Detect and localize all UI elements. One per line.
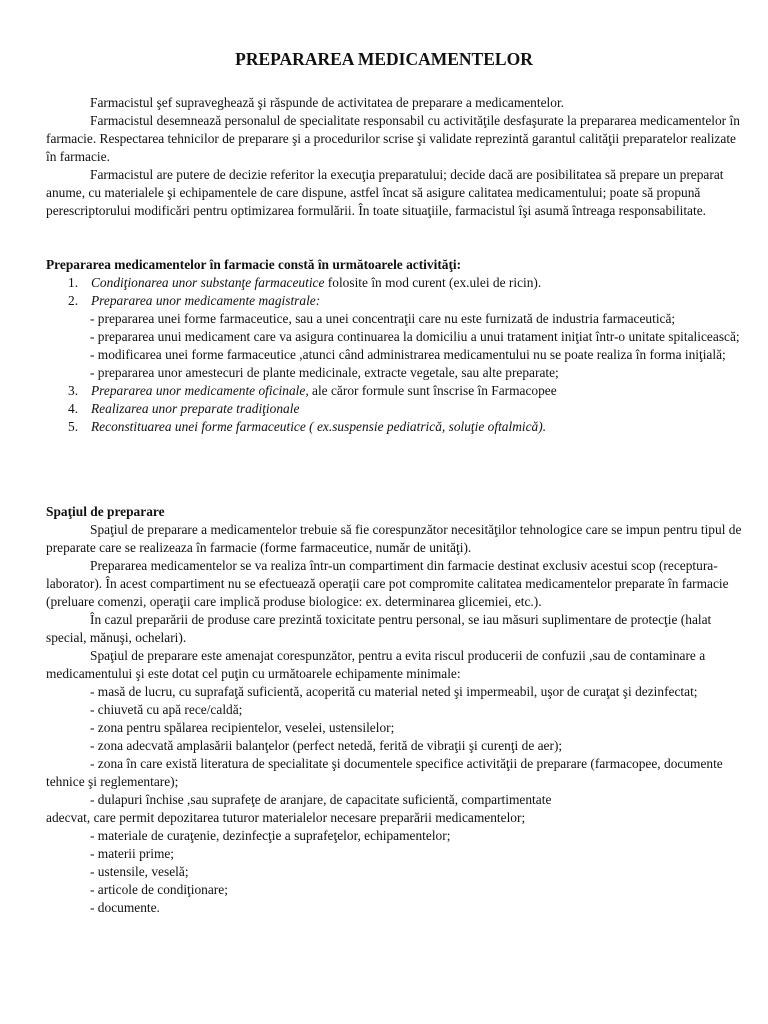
list-number: 4. xyxy=(68,401,79,416)
equipment-item: - zona în care există literatura de specialitate şi documentele specifice activităţii de preparare (farmacopee, documente tehnice şi reglementare); xyxy=(46,756,723,789)
magistral-sub-item: - prepararea unor amestecuri de plante medicinale, extracte vegetale, sau alte preparate; xyxy=(90,365,559,380)
list-item-italic: Prepararea unor medicamente magistrale: xyxy=(91,293,321,308)
space-paragraph: Spaţiul de preparare este amenajat corespunzător, pentru a evita riscul producerii de confuzii ,sau de contaminare a medicamentului şi este dotat cel puţin cu următoarele echipamente minimale: xyxy=(46,648,706,681)
equipment-item: - zona pentru spălarea recipientelor, veselei, ustensilelor; xyxy=(90,720,395,735)
storage-item: - materii prime; xyxy=(90,846,175,861)
activities-section xyxy=(46,256,746,436)
intro-paragraph: Farmacistul desemnează personalul de specialitate responsabil cu activităţile desfaşurate la prepararea medicamentelor în farmacie. Respectarea tehnicilor de preparare şi a procedurilor scrise şi validate reprezintă garantul calităţii preparatelor realizate în farmacie. xyxy=(46,113,740,164)
space-heading: Spaţiul de preparare xyxy=(46,504,165,519)
equipment-item: - zona adecvată amplasării balanţelor (perfect netedă, ferită de vibraţii şi curenţi de aer); xyxy=(90,738,563,753)
intro-section xyxy=(46,94,746,220)
equipment-item: - dulapuri închise ,sau suprafeţe de aranjare, de capacitate suficientă, compartimentate xyxy=(90,792,552,807)
list-item-italic: Prepararea unor medicamente oficinale, xyxy=(91,383,309,398)
space-paragraph: Spaţiul de preparare a medicamentelor trebuie să fie corespunzător necesităţilor tehnologice care se impun pentru tipul de preparate care se realizeaza în farmacie (forme farmaceutice, număr de unităţi). xyxy=(46,522,742,555)
list-item xyxy=(46,292,746,310)
intro-paragraph: Farmacistul are putere de decizie referitor la execuţia preparatului; decide dacă are posibilitatea să prepare un preparat anume, cu materialele şi echipamentele de care dispune, astfel încat să asigure calitatea medicamentului; poate să propună perescriptorului modificări pentru optimizarea formulării. În toate situaţiile, farmacistul îşi asumă întreaga responsabilitate. xyxy=(46,167,724,218)
list-item-italic: Reconstituarea unei forme farmaceutice ( ex.suspensie pediatrică, soluţie oftalmică). xyxy=(91,419,547,434)
list-item-text: folosite în mod curent (ex.ulei de ricin). xyxy=(324,275,542,290)
list-item-italic: Condiţionarea unor substanţe farmaceutice xyxy=(91,275,325,290)
magistral-sub-item: - prepararea unei forme farmaceutice, sau a unei concentraţii care nu este furnizată de industria farmaceutică; xyxy=(90,311,676,326)
magistral-sub-item: - modificarea unei forme farmaceutice ,atunci când administrarea medicamentului nu se poate realiza în forma iniţială; xyxy=(90,347,726,362)
list-item xyxy=(46,400,746,418)
storage-item: - materiale de curaţenie, dezinfecţie a suprafeţelor, echipamentelor; xyxy=(90,828,451,843)
list-number: 5. xyxy=(68,419,79,434)
list-item-italic: Realizarea unor preparate tradiţionale xyxy=(91,401,300,416)
list-number: 1. xyxy=(68,275,79,290)
activities-heading: Prepararea medicamentelor în farmacie constă în următoarele activităţi: xyxy=(46,257,462,272)
intro-paragraph: Farmacistul şef supraveghează şi răspunde de activitatea de preparare a medicamentelor. xyxy=(90,95,565,110)
storage-item: - ustensile, veselă; xyxy=(90,864,189,879)
space-paragraph: În cazul preparării de produse care prezintă toxicitate pentru personal, se iau măsuri suplimentare de protecţie (halat special, mănuşi, ochelari). xyxy=(46,612,712,645)
list-number: 3. xyxy=(68,383,79,398)
list-item-text: ale căror formule sunt înscrise în Farmacopee xyxy=(308,383,557,398)
magistral-sub-item: - prepararea unui medicament care va asigura continuarea la domiciliu a unui tratament iniţiat într-o unitate spitalicească; xyxy=(90,329,740,344)
list-item xyxy=(46,382,746,400)
equipment-item-continuation: adecvat, care permit depozitarea tuturor materialelor necesare preparării medicamentelor; xyxy=(46,810,526,825)
list-item xyxy=(46,418,746,436)
space-paragraph: Prepararea medicamentelor se va realiza într-un compartiment din farmacie destinat exclusiv acestui scop (receptura-laborator). În acest compartiment nu se efectuează operaţii care pot compromite calitatea medicamentelor preparate în farmacie (preluare comenzi, operaţii care implică produse biologice: ex. determinarea glicemiei, etc.). xyxy=(46,558,729,609)
page-title: PREPARAREA MEDICAMENTELOR xyxy=(235,49,533,69)
equipment-item: - chiuvetă cu apă rece/caldă; xyxy=(90,702,243,717)
list-number: 2. xyxy=(68,293,79,308)
list-item xyxy=(46,274,746,292)
equipment-item: - masă de lucru, cu suprafaţă suficientă, acoperită cu material neted şi impermeabil, uşor de curaţat şi dezinfectat; xyxy=(90,684,698,699)
space-section xyxy=(46,503,746,917)
storage-item: - articole de condiţionare; xyxy=(90,882,228,897)
storage-item: - documente. xyxy=(90,900,160,915)
